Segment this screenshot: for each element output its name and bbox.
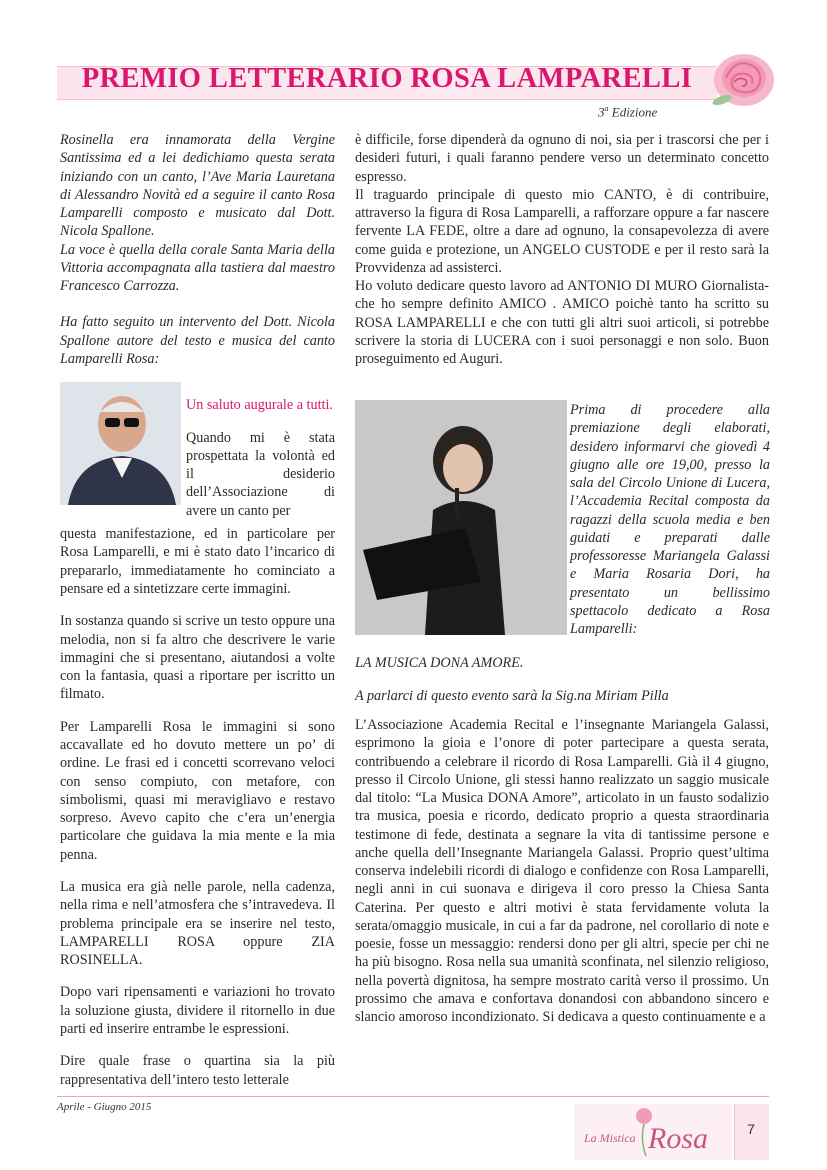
right-column xyxy=(355,131,769,368)
left-paragraph-7: La musica era già nelle parole, nella cadenza, nella rima e nell’atmosfera che s’intravedeva. Il problema principale era se inserire nel testo, LAMPARELLI ROSA oppure ZIA ROSINELLA. xyxy=(60,879,335,968)
caption-event: Prima di procedere alla premiazione degli elaborati, desidero informarvi che giovedì 4 giugno alle ore 19,00, presso la sala del Circolo Unione di Lucera, l’Accademia Recital composta da ragazzi della scuola media e ben guidati e preparati dalle professoresse Mariangela Galassi e Maria Rosaria Dori, ha presentato un bellissimo spettacolo dedicato a Rosa Lamparelli: xyxy=(570,402,770,637)
page-number: 7 xyxy=(747,1121,755,1137)
edition-label: 3$^a$ Edizione xyxy=(598,104,658,120)
page-title: PREMIO LETTERARIO ROSA LAMPARELLI xyxy=(81,63,693,94)
left-column-lower xyxy=(60,511,335,1103)
footer-divider xyxy=(57,1096,769,1097)
photo-nicola-spallone xyxy=(60,382,181,505)
logo-small-text: La Mistica xyxy=(584,1131,636,1145)
event-title: LA MUSICA DONA AMORE. xyxy=(355,655,524,672)
left-wrap-paragraph: Quando mi è stata prospettata la volontà ed il desiderio dell’Associazione di avere un canto per xyxy=(186,429,335,519)
right-paragraph-2: Il traguardo principale di questo mio CANTO, è di contribuire, attraverso la figura di Rosa Lamparelli, a rafforzare oppure a far nascere fervente LA FEDE, oltre a dare ad ognuno, la consapevolezza di avere come guida e protezione, un ANGELO CUSTODE e per il resto sarà la Provvidenza ad assisterci. xyxy=(355,186,769,276)
left-paragraph-1: Rosinella era innamorata della Vergine Santissima ed a lei dedichiamo questa serata iniziando con un canto, l’Ave Maria Lauretana di Alessandro Novità ed a seguire il canto Rosa Lamparelli composto e musicato dal Dott. Nicola Spallone. xyxy=(60,132,335,240)
magazine-logo xyxy=(574,1104,732,1160)
rose-icon xyxy=(704,48,778,110)
right-paragraph-1: è difficile, forse dipenderà da ognuno di noi, sia per i trascorsi che per i desideri futuri, i quali faranno pendere verso un determinato concetto espresso. xyxy=(355,132,769,185)
left-paragraph-2: La voce è quella della corale Santa Maria della Vittoria accompagnata alla tastiera dal maestro Francesco Carrozza. xyxy=(60,241,335,294)
left-paragraph-3: Ha fatto seguito un intervento del Dott. Nicola Spallone autore del testo e musica del canto Lamparelli Rosa: xyxy=(60,314,335,367)
left-paragraph-8: Dopo vari ripensamenti e variazioni ho trovato la soluzione giusta, dividere il ritornello in due parti ed inserire entrambe le espressioni. xyxy=(60,984,335,1037)
left-paragraph-4: questa manifestazione, ed in particolare per Rosa Lamparelli, e mi è stato dato l’incarico di prepararlo, immediatamente ho cominciato a pensare ed a sintetizzare certe immagini. xyxy=(60,526,335,597)
greeting-text: Un saluto augurale a tutti. xyxy=(186,397,333,414)
logo-big-text: Rosa xyxy=(648,1122,708,1155)
left-paragraph-5: In sostanza quando si scrive un testo oppure una melodia, non si fa altro che descrivere le varie immagini che si presentano, aiutandosi a volte con la fantasia, quasi a riportare per iscritto un filmato. xyxy=(60,613,335,703)
left-column xyxy=(60,131,335,368)
left-paragraph-6: Per Lamparelli Rosa le immagini si sono accavallate ed ho dovuto mettere un po’ di ordine. Le frasi ed i concetti scorrevano veloci con senso compiuto, con metafore, con simbolismi, quasi mi meravigliavo e restavo sorpreso. Avevo capito che c’era un’energia particolare che guidava la mia mente e la mia penna. xyxy=(60,718,335,863)
right-paragraph-3: Ho voluto dedicare questo lavoro ad ANTONIO DI MURO Giornalista- che ho sempre definito AMICO . AMICO poichè tanto ha scritto su ROSA LAMPARELLI e che con tutti gli altri suoi articoli, si potrebbe scrivere la storia di LUCERA con i suoi personaggi e non solo. Buon proseguimento ed Auguri. xyxy=(355,278,769,367)
issue-date: Aprile - Giugno 2015 xyxy=(57,1101,152,1113)
right-column-lower xyxy=(355,702,769,1041)
photo-miriam-pilla xyxy=(355,400,567,635)
left-paragraph-9: Dire quale frase o quartina sia la più rappresentativa dell’intero testo letterale xyxy=(60,1053,335,1088)
right-paragraph-4: L’Associazione Academia Recital e l’insegnante Mariangela Galassi, esprimono la gioia e l’onore di poter partecipare a questa serata, contribuendo a celebrare il ricordo di Rosa Lamparelli. Già il 4 giugno, presso il Circolo Unione, gli stessi hanno realizzato un saggio musicale dal titolo: “La Musica DONA Amore”, articolato in un fausto sodalizio tra musica, poesia e ricordo, dedicato proprio a questa straordinaria testimone di fede, destinata a segnare la vita di tantissime persone e anche quella dell’Insegnante Mariangela Galassi. Proprio quest’ultima conserva indelebili ricordi di dialogo e confidenze con Rosa Lamparelli, negli anni in cui suonava e dirigeva il coro presso la Chiesa Santa Caterina. Per questo e altri motivi è stata fervidamente voluta la serata/omaggio musicale, in cui a far da padrone, nel corollario di note e poesie, fosse un messaggio: rendersi dono per gli altri, specie per chi ne ha più bisogno. Rosa nella sua umanità sconfinata, nel silenzio religioso, nella povertà dignitosa, ha sempre mostrato carità verso il prossimo. Un prossimo che amava e confortava donandosi con abbandono sincero e slancio amoroso incondizionato. Si dedicava a questo continuamente e a xyxy=(355,717,769,1026)
event-speaker: A parlarci di questo evento sarà la Sig.na Miriam Pilla xyxy=(355,687,669,704)
